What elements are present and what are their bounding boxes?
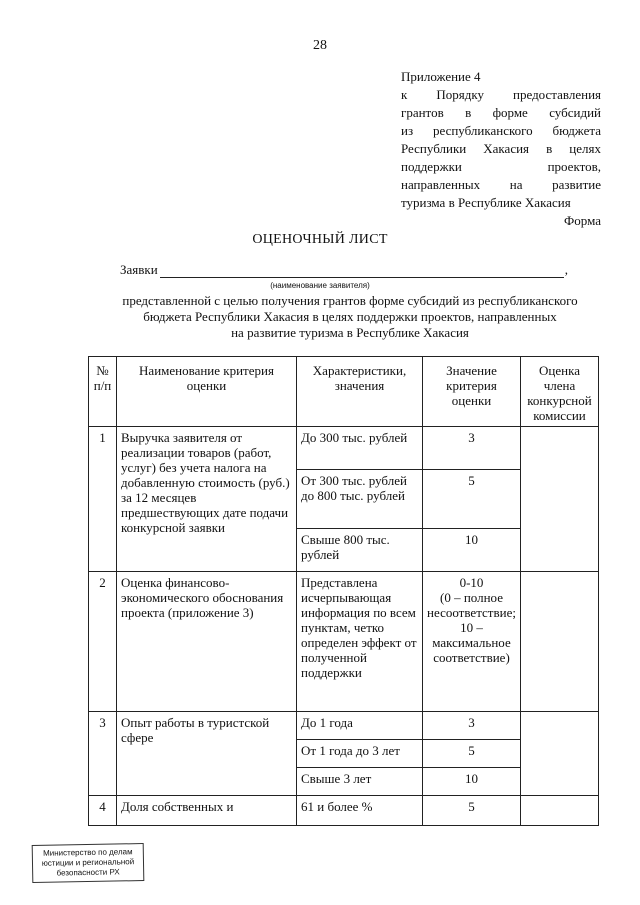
header-num: № п/п bbox=[89, 357, 117, 427]
row-criterion: Выручка заявителя от реализации товаров (работ, услуг) без учета налога на добавленную стоимость (руб.) за 12 месяцев предшествующих дате подачи конкурсной заявки bbox=[117, 427, 297, 572]
form-label: Форма bbox=[564, 213, 601, 228]
appendix-header bbox=[401, 68, 601, 212]
applicant-row bbox=[120, 262, 568, 278]
row-value bbox=[423, 572, 521, 712]
row-criterion: Оценка финансово-экономического обоснования проекта (приложение 3) bbox=[117, 572, 297, 712]
appendix-line: туризма в Республике Хакасия bbox=[401, 195, 571, 210]
applicant-caption: (наименование заявителя) bbox=[270, 281, 370, 290]
assessment-cell[interactable] bbox=[521, 427, 599, 572]
row-value: 10 bbox=[423, 529, 521, 572]
applicant-label: Заявки bbox=[120, 262, 158, 277]
appendix-line: поддержки проектов, bbox=[401, 159, 601, 174]
criteria-table bbox=[88, 356, 599, 826]
row-num: 4 bbox=[89, 796, 117, 826]
row-criterion: Опыт работы в туристской сфере bbox=[117, 712, 297, 796]
document-title: ОЦЕНОЧНЫЙ ЛИСТ bbox=[252, 232, 388, 247]
row-characteristic: Свыше 3 лет bbox=[297, 768, 423, 796]
assessment-cell[interactable] bbox=[521, 712, 599, 796]
intro-line: на развитие туризма в Республике Хакасия bbox=[231, 325, 469, 340]
header-assessment: Оценка члена конкурсной комиссии bbox=[521, 357, 599, 427]
row-characteristic: До 1 года bbox=[297, 712, 423, 740]
appendix-line: направленных на развитие bbox=[401, 177, 601, 192]
row-num: 2 bbox=[89, 572, 117, 712]
header-criterion: Наименование критерия оценки bbox=[117, 357, 297, 427]
value-note: (0 – полное несоответствие; 10 – максимальное соответствие) bbox=[427, 590, 516, 665]
applicant-comma: , bbox=[564, 262, 568, 277]
appendix-line: Республики Хакасия в целях bbox=[401, 141, 601, 156]
applicant-name-field[interactable] bbox=[160, 263, 564, 278]
row-characteristic: 61 и более % bbox=[297, 796, 423, 826]
row-value: 10 bbox=[423, 768, 521, 796]
stamp-line: безопасности РХ bbox=[56, 867, 120, 878]
table-row bbox=[89, 427, 599, 470]
header-characteristics: Характеристики, значения bbox=[297, 357, 423, 427]
row-value: 3 bbox=[423, 427, 521, 470]
row-value: 5 bbox=[423, 740, 521, 768]
row-value: 5 bbox=[423, 796, 521, 826]
assessment-cell[interactable] bbox=[521, 572, 599, 712]
page-number: 28 bbox=[313, 38, 327, 53]
header-value: Значение критерия оценки bbox=[423, 357, 521, 427]
row-characteristic: От 300 тыс. рублей до 800 тыс. рублей bbox=[297, 470, 423, 529]
row-characteristic: До 300 тыс. рублей bbox=[297, 427, 423, 470]
row-criterion: Доля собственных и bbox=[117, 796, 297, 826]
appendix-line: грантов в форме субсидий bbox=[401, 105, 601, 120]
assessment-cell[interactable] bbox=[521, 796, 599, 826]
row-num: 3 bbox=[89, 712, 117, 796]
row-value: 3 bbox=[423, 712, 521, 740]
row-characteristic: Представлена исчерпывающая информация по всем пунктам, четко определен эффект от полученной поддержки bbox=[297, 572, 423, 712]
appendix-line: из республиканского бюджета bbox=[401, 123, 601, 138]
row-characteristic: Свыше 800 тыс. рублей bbox=[297, 529, 423, 572]
row-num: 1 bbox=[89, 427, 117, 572]
appendix-line: Приложение 4 bbox=[401, 69, 481, 84]
row-value: 5 bbox=[423, 470, 521, 529]
stamp-line: Министерство по делам bbox=[43, 847, 133, 858]
table-header-row bbox=[89, 357, 599, 427]
ministry-stamp bbox=[32, 843, 145, 883]
stamp-line: юстиции и региональной bbox=[41, 857, 135, 868]
row-characteristic: От 1 года до 3 лет bbox=[297, 740, 423, 768]
appendix-line: к Порядку предоставления bbox=[401, 87, 601, 102]
intro-line: представленной с целью получения грантов форме субсидий из республиканского bbox=[122, 293, 578, 308]
table-row bbox=[89, 712, 599, 740]
value-range: 0-10 bbox=[459, 575, 484, 590]
table-row bbox=[89, 572, 599, 712]
table-row bbox=[89, 796, 599, 826]
intro-line: бюджета Республики Хакасия в целях поддержки проектов, направленных bbox=[143, 309, 557, 324]
intro-text bbox=[90, 293, 610, 341]
